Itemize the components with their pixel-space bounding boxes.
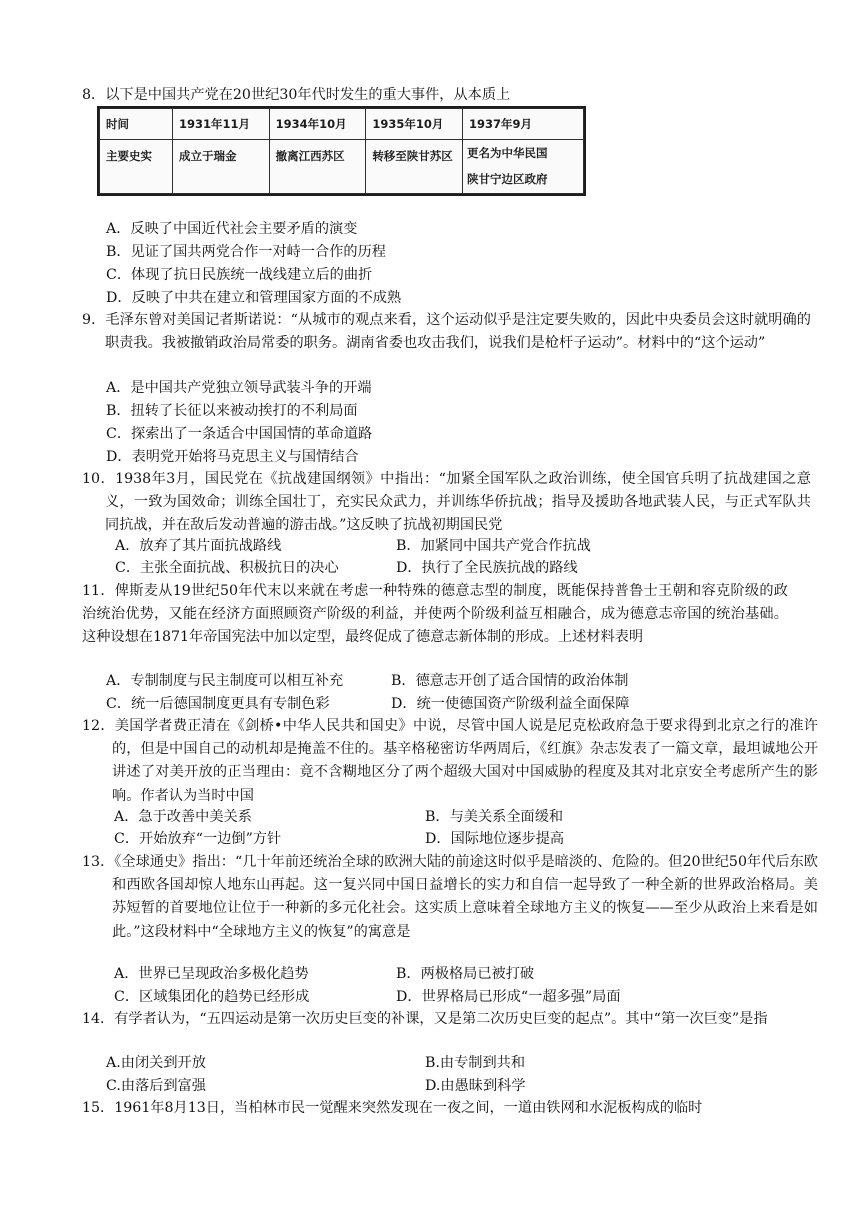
table-row-label: 主要史实 [100, 140, 173, 194]
table-cell-rename-line2: 陕甘宁边区政府 [467, 172, 548, 186]
events-table-image [97, 106, 586, 196]
q11-option-c[interactable]: C．统一后德国制度更具有专制色彩 [106, 696, 330, 712]
q11-option-d[interactable]: D．统一使德国资产阶级利益全面保障 [391, 696, 630, 712]
q11-option-a[interactable]: A．专制制度与民主制度可以相互补充 [106, 673, 344, 689]
q14-option-a[interactable]: A.由闭关到开放 [106, 1055, 206, 1071]
q14-option-c[interactable]: C.由落后到富强 [106, 1078, 206, 1094]
q9-option-d[interactable]: D．表明党开始将马克思主义与国情结合 [106, 449, 359, 465]
question-12-stem: 12．美国学者费正清在《剑桥•中华人民共和国史》中说，尽管中国人说是尼克松政府急于要求得到北京之行的准许的，但是中国自己的动机却是掩盖不住的。基辛格秘密访华两周后，《红旗》杂志发表了一篇文章，最坦诚地公开讲述了对美开放的正当理由：竟不含糊地区分了两个超级大国对中国威胁的程度及其对北京安全考虑所产生的影响。作者认为当时中国 [82, 718, 818, 804]
table-cell-rename [463, 140, 584, 194]
q13-option-d[interactable]: D．世界格局已形成“一超多强”局面 [396, 989, 621, 1005]
q12-option-d[interactable]: D．国际地位逐步提高 [425, 831, 565, 847]
table-cell-jiangxi: 撤离江西苏区 [269, 140, 366, 194]
q8-option-d[interactable]: D．反映了中共在建立和管理国家方面的不成熟 [106, 290, 402, 306]
table-cell-ruijin: 成立于瑞金 [173, 140, 270, 194]
table-header-time: 时间 [100, 109, 173, 140]
q12-option-a[interactable]: A．急于改善中美关系 [114, 809, 252, 825]
q13-option-b[interactable]: B．两极格局已被打破 [396, 966, 535, 982]
q14-option-b[interactable]: B.由专制到共和 [425, 1055, 526, 1071]
question-11-stem: 11．俾斯麦从19世纪50年代末以来就在考虑一种特殊的德意志型的制度，既能保持普鲁士王朝和容克阶级的政治统治优势，又能在经济方面照顾资产阶级的利益，并使两个阶级利益互相融合，成为德意志帝国的统治基础。这种设想在1871年帝国宪法中加以定型，最终促成了德意志新体制的形成。上述材料表明 [82, 583, 788, 646]
table-header-1935: 1935年10月 [366, 109, 463, 140]
q10-option-c[interactable]: C．主张全面抗战、积极抗日的决心 [115, 560, 339, 576]
table-header-1934: 1934年10月 [269, 109, 366, 140]
question-13-stem: 13．《全球通史》指出：“几十年前还统治全球的欧洲大陆的前途这时似乎是暗淡的、危险的。但20世纪50年代后东欧和西欧各国却惊人地东山再起。这一复兴同中国日益增长的实力和自信一起导致了一种全新的世界政治格局。美苏短暂的首要地位让位于一种新的多元化社会。这实质上意味着全球地方主义的恢复——至少从政治上来看是如此。”这段材料中“全球地方主义的恢复”的寓意是 [82, 854, 818, 940]
q10-option-d[interactable]: D．执行了全民族抗战的路线 [396, 560, 578, 576]
q10-option-b[interactable]: B．加紧同中国共产党合作抗战 [396, 538, 591, 554]
q8-option-a[interactable]: A．反映了中国近代社会主要矛盾的演变 [106, 221, 358, 237]
q9-option-a[interactable]: A．是中国共产党独立领导武装斗争的开端 [106, 380, 372, 396]
q12-option-c[interactable]: C．开始放弃“一边倒”方针 [114, 831, 282, 847]
table-cell-rename-line1: 更名为中华民国 [467, 146, 548, 160]
q8-option-b[interactable]: B．见证了国共两党合作一对峙一合作的历程 [106, 244, 386, 260]
q11-option-b[interactable]: B．德意志开创了适合国情的政治体制 [391, 673, 629, 689]
question-14-stem: 14．有学者认为，“五四运动是第一次历史巨变的补课，又是第二次历史巨变的起点”。其中“第一次巨变”是指 [82, 1011, 768, 1027]
q12-option-b[interactable]: B．与美关系全面缓和 [425, 809, 564, 825]
q10-option-a[interactable]: A．放弃了其片面抗战路线 [115, 538, 282, 554]
q8-option-c[interactable]: C．体现了抗日民族统一战线建立后的曲折 [106, 267, 373, 283]
q14-option-d[interactable]: D.由愚昧到科学 [425, 1078, 526, 1094]
question-15-stem: 15．1961年8月13日，当柏林市民一觉醒来突然发现在一夜之间，一道由铁网和水泥板构成的临时 [82, 1100, 703, 1116]
table-header-1937: 1937年9月 [463, 109, 584, 140]
table-cell-shaangan: 转移至陕甘苏区 [366, 140, 463, 194]
q13-option-a[interactable]: A．世界已呈现政治多极化趋势 [114, 966, 309, 982]
question-8-stem: 8．以下是中国共产党在20世纪30年代时发生的重大事件，从本质上 [82, 87, 511, 103]
q13-option-c[interactable]: C．区域集团化的趋势已经形成 [114, 989, 310, 1005]
question-9-stem: 9．毛泽东曾对美国记者斯诺说：“从城市的观点来看，这个运动似乎是注定要失败的，因此中央委员会这时就明确的职责我。我被撤销政治局常委的职务。湖南省委也攻击我们，说我们是枪杆子运动”。材料中的“这个运动” [82, 312, 811, 352]
q9-option-c[interactable]: C．探索出了一条适合中国国情的革命道路 [106, 426, 373, 442]
table-header-1931: 1931年11月 [173, 109, 270, 140]
q9-option-b[interactable]: B．扭转了长征以来被动挨打的不利局面 [106, 403, 358, 419]
question-10-stem: 10．1938年3月，国民党在《抗战建国纲领》中指出：“加紧全国军队之政治训练，使全国官兵明了抗战建国之意义，一致为国效命；训练全国壮丁，充实民众武力，并训练华侨抗战；指导及援助各地武装人民，与正式军队共同抗战，并在敌后发动普遍的游击战。”这反映了抗战初期国民党 [82, 471, 811, 534]
